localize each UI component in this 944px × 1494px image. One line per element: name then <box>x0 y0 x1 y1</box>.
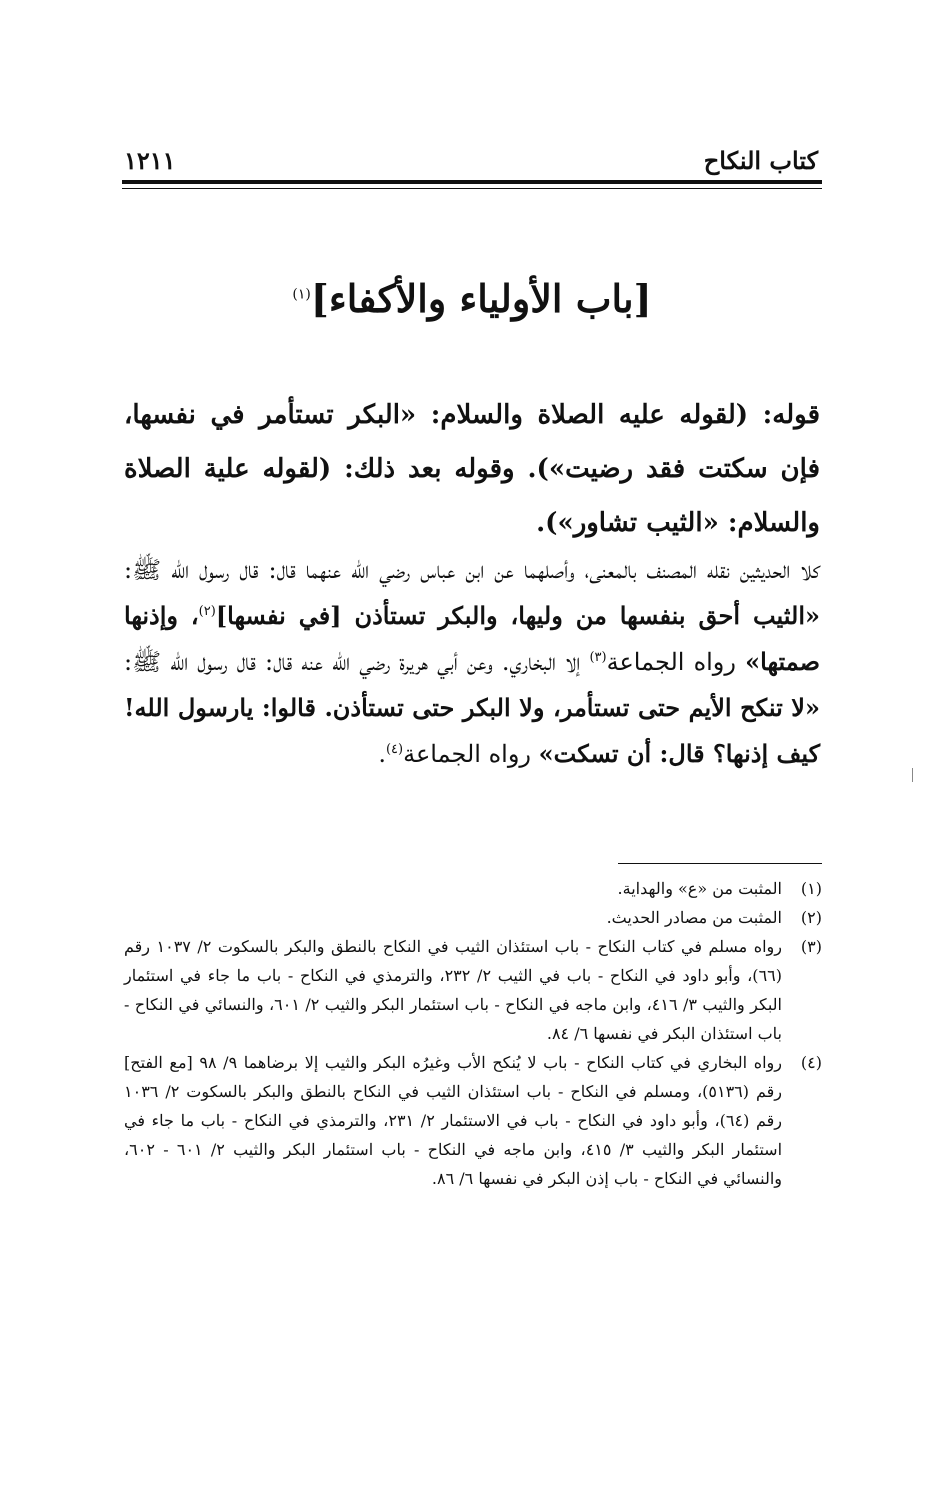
footnote-2 <box>124 903 822 932</box>
narration-note-1: رواه الجماعة <box>606 648 746 676</box>
hadith-one-part-b: ، وإذنها صمتها» <box>124 601 820 676</box>
header-rule-thick <box>122 180 822 184</box>
chapter-title-text: [باب الأولياء والأكفاء] <box>310 276 652 321</box>
commentary-paragraph <box>124 548 820 777</box>
commentary-end: . <box>378 740 386 768</box>
footnote-separator <box>618 863 822 864</box>
chapter-footnote-mark: (١) <box>292 286 311 303</box>
running-title: كتاب النكاح <box>703 145 818 175</box>
footnote-text: رواه مسلم في كتاب النكاح - باب استئذان الثيب في النكاح بالنطق والبكر بالسكوت ٢/ ١٠٣٧ رقم (٦٦)، وأبو داود في النكاح - باب في الثيب ٢/ ٢٣٢، والترمذي في النكاح - باب ما جاء في استئمار البكر والثيب ٣/ ٤١٦، وابن ماجه في النكاح - باب استئمار البكر والثيب ٢/ ٦٠١، والنسائي في النكاح - باب استئذان البكر في نفسها ٦/ ٨٤. <box>124 937 783 1043</box>
chapter-title <box>124 276 820 321</box>
footnote-3 <box>124 932 822 1048</box>
footnote-text: المثبت من مصادر الحديث. <box>606 908 782 927</box>
header-rule-thin <box>122 188 822 189</box>
footnote-number: (١) <box>800 879 822 898</box>
footnote-4 <box>124 1048 822 1193</box>
footnote-number: (٤) <box>800 1053 822 1072</box>
commentary-middle: إلا البخاري. وعن أبي هريرة رضي الله عنه قال: قال رسول الله ﷺ: <box>124 648 590 676</box>
footnote-text: رواه البخاري في كتاب النكاح - باب لا يُنكح الأب وغيرُه البكر والثيب إلا برضاهما ٩/ ٩٨ [مع الفتح] رقم (٥١٣٦)، ومسلم في النكاح - باب استئذان الثيب في النكاح بالنطق والبكر بالسكوت ٢/ ١٠٣٦ رقم (٦٤)، وأبو داود في النكاح - باب في الاستئمار ٢/ ٢٣١، والترمذي في النكاح - باب ما جاء في استئمار البكر والثيب ٣/ ٤١٥، وابن ماجه في النكاح - باب استئمار البكر والثيب ٢/ ٦٠١ - ٦٠٢، والنسائي في النكاح - باب إذن البكر في نفسها ٦/ ٨٦. <box>124 1053 783 1188</box>
footnote-number: (٣) <box>800 937 822 956</box>
footnote-text: المثبت من «ع» والهداية. <box>617 879 782 898</box>
quoted-text: قوله: (لقوله عليه الصلاة والسلام: «البكر تستأمر في نفسها، فإن سكتت فقد رضيت»). وقوله بعد ذلك: (لقوله علية الصلاة والسلام: «الثيب تشاور»). <box>124 400 820 538</box>
commentary-intro: كلا الحديثين نقله المصنف بالمعنى، وأصلهما عن ابن عباس رضي الله عنهما قال: قال رسول الله ﷺ: <box>124 556 820 584</box>
footnote-ref-3: (٣) <box>589 650 607 665</box>
page-header <box>124 144 818 176</box>
hadith-two: «لا تنكح الأيم حتى تستأمر، ولا البكر حتى تستأذن. قالوا: يارسول الله! كيف إذنها؟ قال: أن تسكت» <box>124 693 820 768</box>
scan-margin-mark <box>912 768 913 782</box>
footnote-1 <box>124 874 822 903</box>
narration-note-2: رواه الجماعة <box>403 740 539 768</box>
hadith-one-part-a: «الثيب أحق بنفسها من وليها، والبكر تستأذن [في نفسها] <box>215 601 820 630</box>
page-number: ١٢١١ <box>124 145 176 175</box>
footnote-ref-4: (٤) <box>385 742 404 757</box>
footnotes <box>124 874 822 1193</box>
footnote-ref-2: (٢) <box>198 604 216 619</box>
footnote-number: (٢) <box>800 908 822 927</box>
